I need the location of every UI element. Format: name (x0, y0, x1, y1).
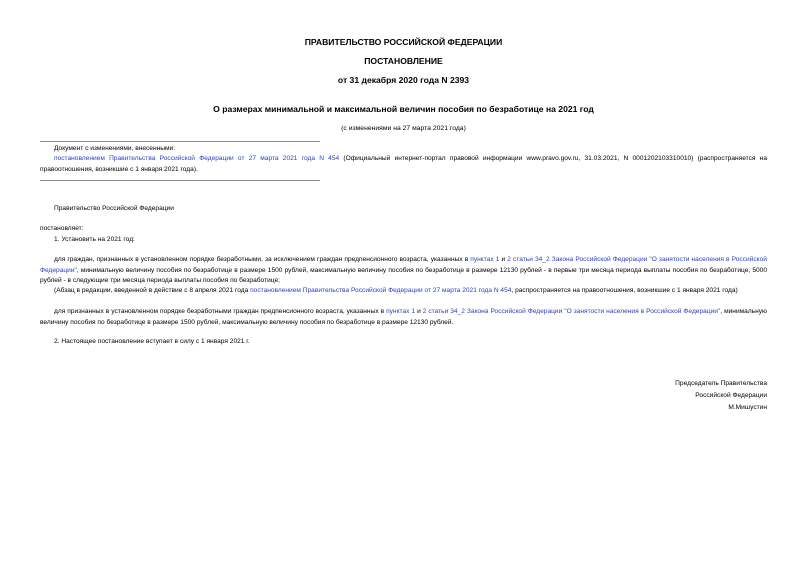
body-government: Правительство Российской Федерации (54, 205, 174, 212)
changes-paragraph (40, 154, 767, 175)
changes-tail: (Официальный интернет-портал правовой информации www.pravo.gov.ru, 31.03.2021, N 0001202103310010) (распространяется на правоотношения, возникшие с 1 января 2021 года). (40, 155, 767, 173)
paragraph-b-end: , распространяется на правоотношения, возникшие с 1 января 2021 года) (511, 287, 738, 294)
document-title: О размерах минимальной и максимальной величин пособия по безработице на 2021 год (213, 104, 594, 114)
paragraph-a-start: для граждан, признанных в установленном порядке безработными, за исключением граждан предпенсионного возраста, указанных в (54, 256, 471, 263)
link-law-34-2-c[interactable]: 2 статьи 34_2 Закона Российской Федерации "О занятости населения в Российской Федерации" (422, 308, 721, 315)
paragraph-b (40, 286, 767, 297)
paragraph-a-and: и (499, 256, 508, 263)
paragraph-b-start: (Абзац в редакции, введенной в действие с 8 апреля 2021 года (54, 287, 251, 294)
signature-block (675, 378, 767, 414)
paragraph-a-end: , минимальную величину пособия по безработице в размере 1500 рублей, максимальную величину пособия по безработице в размере 12130 рублей - в первые три месяца периода выплаты пособия по безработице, 5000 рублей - в следующие три месяца периода выплаты пособия по безработице; (40, 266, 767, 284)
date-number: от 31 декабря 2020 года N 2393 (337, 75, 470, 85)
paragraph-c-end: , минимальную величину пособия по безработице в размере 1500 рублей, максимальную величину пособия по безработице в размере 12130 рублей. (40, 308, 767, 326)
signature-title: Председатель Правительства (675, 380, 767, 387)
top-divider (40, 141, 320, 142)
paragraph-c-start: для признанных в установленном порядке безработными граждан предпенсионного возраста, указанных в (54, 308, 387, 315)
link-law-34-2[interactable]: 2 статьи 34_2 Закона Российской Федерации "О занятости населения в Российской Федерации" (40, 256, 767, 274)
changes-intro: Документ с изменениями, внесенными: (54, 145, 176, 152)
signature-name: М.Мишустин (728, 404, 767, 411)
point-2: 2. Настоящее постановление вступает в силу с 1 января 2021 г. (54, 338, 250, 345)
decides-label: постановляет: (40, 225, 84, 232)
government-heading: ПРАВИТЕЛЬСТВО РОССИЙСКОЙ ФЕДЕРАЦИИ (304, 37, 503, 47)
paragraph-a (40, 255, 767, 287)
link-item-1-c[interactable]: пунктах 1 (386, 308, 416, 315)
amendment-link-2[interactable]: постановлением Правительства Российской Федерации от 27 марта 2021 года N 454 (250, 287, 512, 294)
document-type: ПОСТАНОВЛЕНИЕ (364, 56, 443, 66)
bottom-divider (40, 180, 320, 181)
amendment-note: (с изменениями на 27 марта 2021 года) (341, 125, 466, 132)
link-item-1[interactable]: пунктах 1 (470, 256, 500, 263)
signature-org: Российской Федерации (695, 392, 767, 399)
amendment-link[interactable]: постановлением Правительства Российской Федерации от 27 марта 2021 года N 454 (54, 155, 340, 162)
paragraph-c-and: и (415, 308, 423, 315)
paragraph-c (40, 307, 767, 328)
point-1: 1. Установить на 2021 год: (54, 236, 135, 243)
